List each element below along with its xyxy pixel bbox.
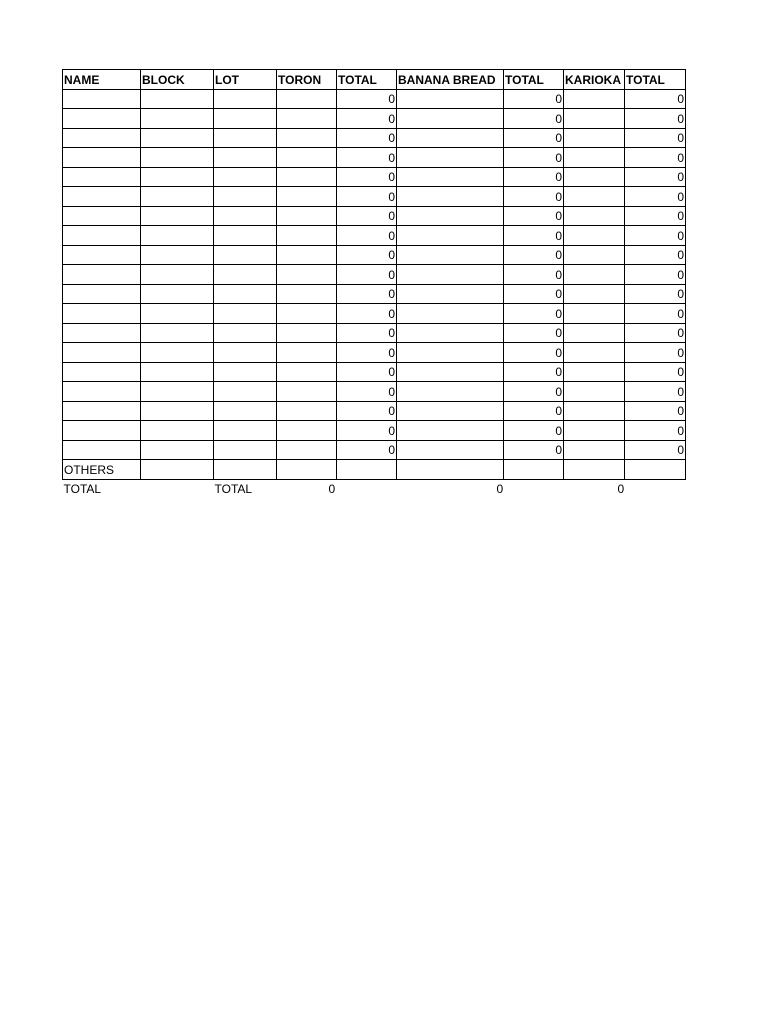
toron-cell[interactable] xyxy=(277,401,337,421)
banana-bread-cell[interactable] xyxy=(397,109,504,129)
karioka-cell[interactable] xyxy=(564,323,625,343)
banana-bread-total-cell[interactable]: 0 xyxy=(504,206,564,226)
banana-bread-cell[interactable] xyxy=(397,343,504,363)
block-cell[interactable] xyxy=(141,401,214,421)
lot-cell[interactable] xyxy=(214,382,277,402)
block-cell[interactable] xyxy=(141,440,214,460)
karioka-total-cell[interactable]: 0 xyxy=(625,226,686,246)
karioka-total-cell[interactable]: 0 xyxy=(625,167,686,187)
totals-block-empty xyxy=(141,479,214,498)
toron-total-cell[interactable]: 0 xyxy=(337,206,397,226)
name-cell[interactable] xyxy=(63,226,141,246)
banana-bread-total-cell[interactable]: 0 xyxy=(504,362,564,382)
others-cell[interactable] xyxy=(397,460,504,480)
name-cell[interactable] xyxy=(63,323,141,343)
header-row xyxy=(63,70,686,90)
name-cell[interactable] xyxy=(63,206,141,226)
lot-cell[interactable] xyxy=(214,89,277,109)
karioka-total-cell[interactable]: 0 xyxy=(625,421,686,441)
banana-bread-total-cell[interactable]: 0 xyxy=(504,323,564,343)
karioka-cell[interactable] xyxy=(564,401,625,421)
karioka-cell[interactable] xyxy=(564,187,625,207)
banana-bread-total-cell[interactable]: 0 xyxy=(504,421,564,441)
block-cell[interactable] xyxy=(141,421,214,441)
karioka-total-cell[interactable]: 0 xyxy=(625,206,686,226)
table-row xyxy=(63,167,686,187)
others-cell[interactable] xyxy=(504,460,564,480)
karioka-total-cell[interactable]: 0 xyxy=(625,148,686,168)
karioka-cell[interactable] xyxy=(564,343,625,363)
banana-bread-total-cell[interactable]: 0 xyxy=(504,148,564,168)
totals-row xyxy=(63,479,686,498)
block-cell[interactable] xyxy=(141,382,214,402)
totals-lot-label: TOTAL xyxy=(214,482,253,496)
karioka-total-cell[interactable]: 0 xyxy=(625,187,686,207)
toron-total-cell[interactable]: 0 xyxy=(337,382,397,402)
toron-total-cell[interactable]: 0 xyxy=(337,148,397,168)
lot-cell[interactable] xyxy=(214,245,277,265)
toron-total-cell[interactable]: 0 xyxy=(337,362,397,382)
karioka-total-cell[interactable]: 0 xyxy=(625,362,686,382)
totals-banana-bread-empty xyxy=(397,479,504,498)
name-cell[interactable] xyxy=(63,304,141,324)
karioka-cell[interactable] xyxy=(564,148,625,168)
lot-cell[interactable] xyxy=(214,226,277,246)
banana-bread-cell[interactable] xyxy=(397,206,504,226)
toron-cell[interactable] xyxy=(277,440,337,460)
header-toron-total: TOTAL xyxy=(337,70,397,90)
toron-total-cell[interactable]: 0 xyxy=(337,401,397,421)
block-cell[interactable] xyxy=(141,226,214,246)
karioka-cell[interactable] xyxy=(564,89,625,109)
karioka-total-cell[interactable]: 0 xyxy=(625,343,686,363)
karioka-total-cell[interactable]: 0 xyxy=(625,304,686,324)
banana-bread-cell[interactable] xyxy=(397,382,504,402)
name-cell[interactable] xyxy=(63,362,141,382)
lot-cell[interactable] xyxy=(214,440,277,460)
banana-bread-total-cell[interactable]: 0 xyxy=(504,187,564,207)
name-cell[interactable] xyxy=(63,265,141,285)
banana-bread-total-cell[interactable]: 0 xyxy=(504,401,564,421)
lot-cell[interactable] xyxy=(214,128,277,148)
others-cell[interactable] xyxy=(277,460,337,480)
toron-cell[interactable] xyxy=(277,265,337,285)
header-karioka: KARIOKA xyxy=(564,70,625,90)
lot-cell[interactable] xyxy=(214,421,277,441)
karioka-total-cell[interactable]: 0 xyxy=(625,245,686,265)
others-cell[interactable] xyxy=(214,460,277,480)
banana-bread-total-cell[interactable]: 0 xyxy=(504,89,564,109)
banana-bread-cell[interactable] xyxy=(397,245,504,265)
banana-bread-cell[interactable] xyxy=(397,362,504,382)
block-cell[interactable] xyxy=(141,304,214,324)
toron-cell[interactable] xyxy=(277,167,337,187)
toron-cell[interactable] xyxy=(277,148,337,168)
toron-total-cell[interactable]: 0 xyxy=(337,167,397,187)
lot-cell[interactable] xyxy=(214,304,277,324)
totals-toron-empty xyxy=(277,479,337,498)
banana-bread-total-cell[interactable]: 0 xyxy=(504,343,564,363)
table-row xyxy=(63,128,686,148)
banana-bread-cell[interactable] xyxy=(397,284,504,304)
karioka-cell[interactable] xyxy=(564,226,625,246)
banana-bread-cell[interactable] xyxy=(397,401,504,421)
header-banana-bread: BANANA BREAD xyxy=(397,70,504,90)
table-row xyxy=(63,421,686,441)
table-row xyxy=(63,304,686,324)
toron-cell[interactable] xyxy=(277,284,337,304)
table-row xyxy=(63,245,686,265)
table-row xyxy=(63,206,686,226)
karioka-total-cell[interactable]: 0 xyxy=(625,440,686,460)
table-row xyxy=(63,362,686,382)
toron-total-cell[interactable]: 0 xyxy=(337,226,397,246)
toron-cell[interactable] xyxy=(277,206,337,226)
toron-total-cell[interactable]: 0 xyxy=(337,109,397,129)
banana-bread-cell[interactable] xyxy=(397,304,504,324)
banana-bread-total-cell[interactable]: 0 xyxy=(504,284,564,304)
karioka-total-cell[interactable]: 0 xyxy=(625,109,686,129)
table-row xyxy=(63,323,686,343)
name-cell[interactable] xyxy=(63,440,141,460)
name-cell[interactable] xyxy=(63,128,141,148)
lot-cell[interactable] xyxy=(214,362,277,382)
banana-bread-total-cell[interactable]: 0 xyxy=(504,440,564,460)
toron-total-cell[interactable]: 0 xyxy=(337,284,397,304)
totals-karioka-sum: 0 xyxy=(617,482,625,496)
toron-total-cell[interactable]: 0 xyxy=(337,245,397,265)
others-cell[interactable] xyxy=(625,460,686,480)
totals-name-label: TOTAL xyxy=(63,482,102,496)
table-row xyxy=(63,109,686,129)
karioka-cell[interactable] xyxy=(564,284,625,304)
karioka-cell[interactable] xyxy=(564,245,625,265)
table-row xyxy=(63,265,686,285)
totals-toron-sum: 0 xyxy=(328,482,336,496)
name-cell[interactable] xyxy=(63,343,141,363)
karioka-cell[interactable] xyxy=(564,109,625,129)
banana-bread-total-cell[interactable]: 0 xyxy=(504,382,564,402)
toron-total-cell[interactable]: 0 xyxy=(337,440,397,460)
table-row xyxy=(63,440,686,460)
karioka-total-cell[interactable]: 0 xyxy=(625,265,686,285)
toron-cell[interactable] xyxy=(277,362,337,382)
karioka-total-cell[interactable]: 0 xyxy=(625,128,686,148)
name-cell[interactable] xyxy=(63,421,141,441)
banana-bread-total-cell[interactable]: 0 xyxy=(504,226,564,246)
name-cell[interactable] xyxy=(63,109,141,129)
name-cell[interactable] xyxy=(63,167,141,187)
lot-cell[interactable] xyxy=(214,401,277,421)
table-row xyxy=(63,89,686,109)
lot-cell[interactable] xyxy=(214,167,277,187)
lot-cell[interactable] xyxy=(214,265,277,285)
totals-banana-bread-sum: 0 xyxy=(496,482,504,496)
name-cell[interactable] xyxy=(63,382,141,402)
header-karioka-total: TOTAL xyxy=(625,70,686,90)
banana-bread-cell[interactable] xyxy=(397,421,504,441)
header-banana-bread-total: TOTAL xyxy=(504,70,564,90)
karioka-total-cell[interactable]: 0 xyxy=(625,401,686,421)
banana-bread-cell[interactable] xyxy=(397,265,504,285)
name-cell[interactable] xyxy=(63,284,141,304)
block-cell[interactable] xyxy=(141,284,214,304)
toron-total-cell[interactable]: 0 xyxy=(337,128,397,148)
karioka-cell[interactable] xyxy=(564,304,625,324)
others-cell[interactable] xyxy=(564,460,625,480)
toron-total-cell[interactable]: 0 xyxy=(337,421,397,441)
table-row xyxy=(63,187,686,207)
block-cell[interactable] xyxy=(141,323,214,343)
block-cell[interactable] xyxy=(141,89,214,109)
header-name: NAME xyxy=(63,70,141,90)
banana-bread-cell[interactable] xyxy=(397,128,504,148)
toron-cell[interactable] xyxy=(277,226,337,246)
banana-bread-cell[interactable] xyxy=(397,148,504,168)
banana-bread-cell[interactable] xyxy=(397,440,504,460)
name-cell[interactable] xyxy=(63,187,141,207)
name-cell[interactable] xyxy=(63,148,141,168)
others-row xyxy=(63,460,686,480)
block-cell[interactable] xyxy=(141,206,214,226)
others-cell[interactable] xyxy=(337,460,397,480)
toron-cell[interactable] xyxy=(277,323,337,343)
table-row xyxy=(63,284,686,304)
banana-bread-cell[interactable] xyxy=(397,226,504,246)
karioka-total-cell[interactable]: 0 xyxy=(625,323,686,343)
karioka-cell[interactable] xyxy=(564,421,625,441)
block-cell[interactable] xyxy=(141,187,214,207)
karioka-cell[interactable] xyxy=(564,167,625,187)
lot-cell[interactable] xyxy=(214,343,277,363)
karioka-cell[interactable] xyxy=(564,265,625,285)
lot-cell[interactable] xyxy=(214,284,277,304)
block-cell[interactable] xyxy=(141,128,214,148)
others-cell[interactable] xyxy=(141,460,214,480)
banana-bread-total-cell[interactable]: 0 xyxy=(504,167,564,187)
toron-cell[interactable] xyxy=(277,245,337,265)
block-cell[interactable] xyxy=(141,343,214,363)
karioka-cell[interactable] xyxy=(564,362,625,382)
karioka-cell[interactable] xyxy=(564,382,625,402)
toron-cell[interactable] xyxy=(277,382,337,402)
lot-cell[interactable] xyxy=(214,206,277,226)
toron-total-cell[interactable]: 0 xyxy=(337,187,397,207)
karioka-cell[interactable] xyxy=(564,206,625,226)
table-row xyxy=(63,343,686,363)
lot-cell[interactable] xyxy=(214,148,277,168)
karioka-total-cell[interactable]: 0 xyxy=(625,382,686,402)
block-cell[interactable] xyxy=(141,245,214,265)
table-row xyxy=(63,148,686,168)
karioka-cell[interactable] xyxy=(564,128,625,148)
toron-cell[interactable] xyxy=(277,421,337,441)
toron-total-cell[interactable]: 0 xyxy=(337,265,397,285)
name-cell[interactable] xyxy=(63,245,141,265)
toron-total-cell[interactable]: 0 xyxy=(337,343,397,363)
toron-cell[interactable] xyxy=(277,187,337,207)
banana-bread-cell[interactable] xyxy=(397,187,504,207)
name-cell[interactable] xyxy=(63,401,141,421)
table-row xyxy=(63,401,686,421)
header-toron: TORON xyxy=(277,70,337,90)
block-cell[interactable] xyxy=(141,362,214,382)
toron-total-cell[interactable]: 0 xyxy=(337,323,397,343)
toron-cell[interactable] xyxy=(277,89,337,109)
name-cell[interactable] xyxy=(63,89,141,109)
table-row xyxy=(63,226,686,246)
banana-bread-total-cell[interactable]: 0 xyxy=(504,128,564,148)
banana-bread-cell[interactable] xyxy=(397,167,504,187)
banana-bread-cell[interactable] xyxy=(397,89,504,109)
order-table xyxy=(62,69,686,498)
block-cell[interactable] xyxy=(141,109,214,129)
toron-cell[interactable] xyxy=(277,304,337,324)
table-row xyxy=(63,382,686,402)
toron-total-cell[interactable]: 0 xyxy=(337,304,397,324)
block-cell[interactable] xyxy=(141,167,214,187)
banana-bread-total-cell[interactable]: 0 xyxy=(504,109,564,129)
toron-cell[interactable] xyxy=(277,343,337,363)
spreadsheet-page xyxy=(62,69,685,498)
karioka-cell[interactable] xyxy=(564,440,625,460)
banana-bread-total-cell[interactable]: 0 xyxy=(504,245,564,265)
toron-total-cell[interactable]: 0 xyxy=(337,89,397,109)
header-lot: LOT xyxy=(214,70,277,90)
others-label: OTHERS xyxy=(63,460,141,480)
karioka-total-cell[interactable]: 0 xyxy=(625,284,686,304)
karioka-total-cell[interactable]: 0 xyxy=(625,89,686,109)
block-cell[interactable] xyxy=(141,148,214,168)
toron-cell[interactable] xyxy=(277,109,337,129)
lot-cell[interactable] xyxy=(214,323,277,343)
lot-cell[interactable] xyxy=(214,187,277,207)
banana-bread-total-cell[interactable]: 0 xyxy=(504,265,564,285)
banana-bread-cell[interactable] xyxy=(397,323,504,343)
header-block: BLOCK xyxy=(141,70,214,90)
banana-bread-total-cell[interactable]: 0 xyxy=(504,304,564,324)
block-cell[interactable] xyxy=(141,265,214,285)
lot-cell[interactable] xyxy=(214,109,277,129)
toron-cell[interactable] xyxy=(277,128,337,148)
totals-karioka-empty xyxy=(564,479,625,498)
